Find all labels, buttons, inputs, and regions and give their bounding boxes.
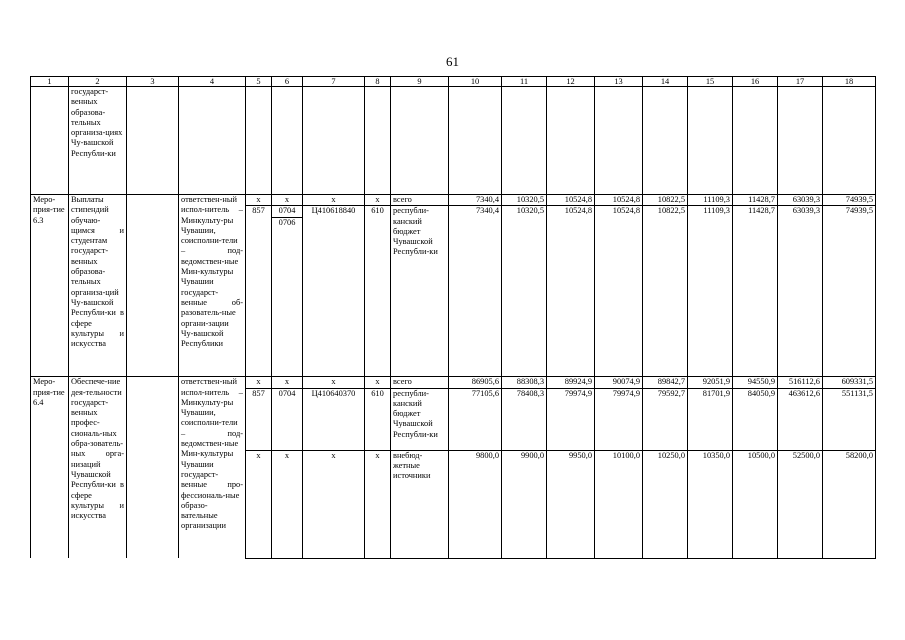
value-cell: 63039,3: [778, 195, 823, 206]
value-cell: 10100,0: [595, 450, 643, 558]
expense-type-code: x: [365, 195, 391, 206]
value-cell: 94550,9: [733, 377, 778, 388]
grbs-code: 857: [246, 206, 272, 377]
measure-label: Меро-прия-тие 6.3: [31, 195, 69, 377]
grbs-code: 857: [246, 388, 272, 450]
value-cell: 77105,6: [449, 388, 502, 450]
value-cell: 86905,6: [449, 377, 502, 388]
header-cell: 9: [391, 77, 449, 87]
target-article-code: x: [303, 195, 365, 206]
value-cell: 9950,0: [547, 450, 595, 558]
header-cell: 10: [449, 77, 502, 87]
section-code-a: 0704: [278, 206, 296, 216]
funding-source: всего: [391, 195, 449, 206]
value-cell: 9800,0: [449, 450, 502, 558]
expense-type-code: x: [365, 450, 391, 558]
value-cell: 11109,3: [688, 206, 733, 377]
header-cell: 12: [547, 77, 595, 87]
expense-type-code: 610: [365, 388, 391, 450]
table-row: [31, 377, 876, 388]
section-code-b: 0706: [272, 217, 302, 228]
header-cell: 17: [778, 77, 823, 87]
value-cell: 84050,9: [733, 388, 778, 450]
funding-source: республи-канский бюджет Чувашской Республи-ки: [391, 388, 449, 450]
grbs-code: x: [246, 195, 272, 206]
target-article-code: x: [303, 377, 365, 388]
value-cell: 11428,7: [733, 195, 778, 206]
section-code: x: [272, 377, 303, 388]
value-cell: 79974,9: [595, 388, 643, 450]
value-cell: 89924,9: [547, 377, 595, 388]
header-cell: 11: [502, 77, 547, 87]
funding-source: республи-канский бюджет Чувашской Республи-ки: [391, 206, 449, 377]
value-cell: 10250,0: [643, 450, 688, 558]
value-cell: 79974,9: [547, 388, 595, 450]
value-cell: 79592,7: [643, 388, 688, 450]
value-cell: 10822,5: [643, 206, 688, 377]
program-table: [30, 76, 876, 559]
value-cell: 11109,3: [688, 195, 733, 206]
section-code: x: [272, 195, 303, 206]
section-code: 0704: [272, 388, 303, 450]
header-cell: 8: [365, 77, 391, 87]
funding-source: всего: [391, 377, 449, 388]
value-cell: 88308,3: [502, 377, 547, 388]
header-row: [31, 77, 876, 87]
section-code: [272, 206, 303, 377]
value-cell: 52500,0: [778, 450, 823, 558]
value-cell: 92051,9: [688, 377, 733, 388]
header-cell: 4: [179, 77, 246, 87]
responsible-executor: ответствен-ный испол-нитель – Минкульту-ры Чувашии, соисполни-тели – под-ведомствен-ные Мин-культуры Чувашии государст-венные об-разователь-ные органи-зации Чу-вашской Республики: [179, 195, 246, 377]
value-cell: 10524,8: [547, 195, 595, 206]
header-cell: 1: [31, 77, 69, 87]
header-cell: 14: [643, 77, 688, 87]
value-cell: 58200,0: [823, 450, 876, 558]
value-cell: 11428,7: [733, 206, 778, 377]
value-cell: 78408,3: [502, 388, 547, 450]
value-cell: 90074,9: [595, 377, 643, 388]
value-cell: 10320,5: [502, 206, 547, 377]
value-cell: 7340,4: [449, 195, 502, 206]
value-cell: 89842,7: [643, 377, 688, 388]
header-cell: 13: [595, 77, 643, 87]
grbs-code: x: [246, 450, 272, 558]
measure-name: государст-венных образова-тельных организа-циях Чу-вашской Республи-ки: [69, 87, 127, 195]
value-cell: 10822,5: [643, 195, 688, 206]
value-cell: 551131,5: [823, 388, 876, 450]
value-cell: 74939,5: [823, 206, 876, 377]
header-cell: 2: [69, 77, 127, 87]
funding-source: внебюд-жетные источники: [391, 450, 449, 558]
target-article-code: Ц410640370: [303, 388, 365, 450]
header-cell: 7: [303, 77, 365, 87]
table-row: [31, 195, 876, 206]
measure-name: Обеспече-ние дея-тельности государст-венных профес-сиональ-ных обра-зователь-ных орга-низаций Чувашской Республи-ки в сфере культуры и искусства: [69, 377, 127, 558]
value-cell: 516112,6: [778, 377, 823, 388]
value-cell: 10524,8: [595, 206, 643, 377]
header-cell: 3: [127, 77, 179, 87]
value-cell: 10500,0: [733, 450, 778, 558]
continuation-row: [31, 87, 876, 195]
value-cell: 10320,5: [502, 195, 547, 206]
value-cell: 10350,0: [688, 450, 733, 558]
expense-type-code: x: [365, 377, 391, 388]
target-article-code: Ц410618840: [303, 206, 365, 377]
header-cell: 15: [688, 77, 733, 87]
value-cell: 10524,8: [595, 195, 643, 206]
measure-label: Меро-прия-тие 6.4: [31, 377, 69, 558]
section-code: x: [272, 450, 303, 558]
value-cell: 7340,4: [449, 206, 502, 377]
expense-type-code: 610: [365, 206, 391, 377]
value-cell: 463612,6: [778, 388, 823, 450]
value-cell: 74939,5: [823, 195, 876, 206]
grbs-code: x: [246, 377, 272, 388]
value-cell: 10524,8: [547, 206, 595, 377]
value-cell: 63039,3: [778, 206, 823, 377]
header-cell: 18: [823, 77, 876, 87]
value-cell: 609331,5: [823, 377, 876, 388]
value-cell: 9900,0: [502, 450, 547, 558]
responsible-executor: ответствен-ный испол-нитель – Минкульту-ры Чувашии, соисполни-тели – под-ведомствен-ные Мин-культуры Чувашии государст-венные про-фессиональ-ные образо-вательные организации: [179, 377, 246, 558]
page-number: 61: [446, 54, 459, 69]
measure-name: Выплаты стипендий обучаю-щимся и студентам государст-венных образова-тельных организа-ций Чу-вашской Республи-ки в сфере культуры и искусства: [69, 195, 127, 377]
header-cell: 16: [733, 77, 778, 87]
header-cell: 5: [246, 77, 272, 87]
target-article-code: x: [303, 450, 365, 558]
value-cell: 81701,9: [688, 388, 733, 450]
header-cell: 6: [272, 77, 303, 87]
